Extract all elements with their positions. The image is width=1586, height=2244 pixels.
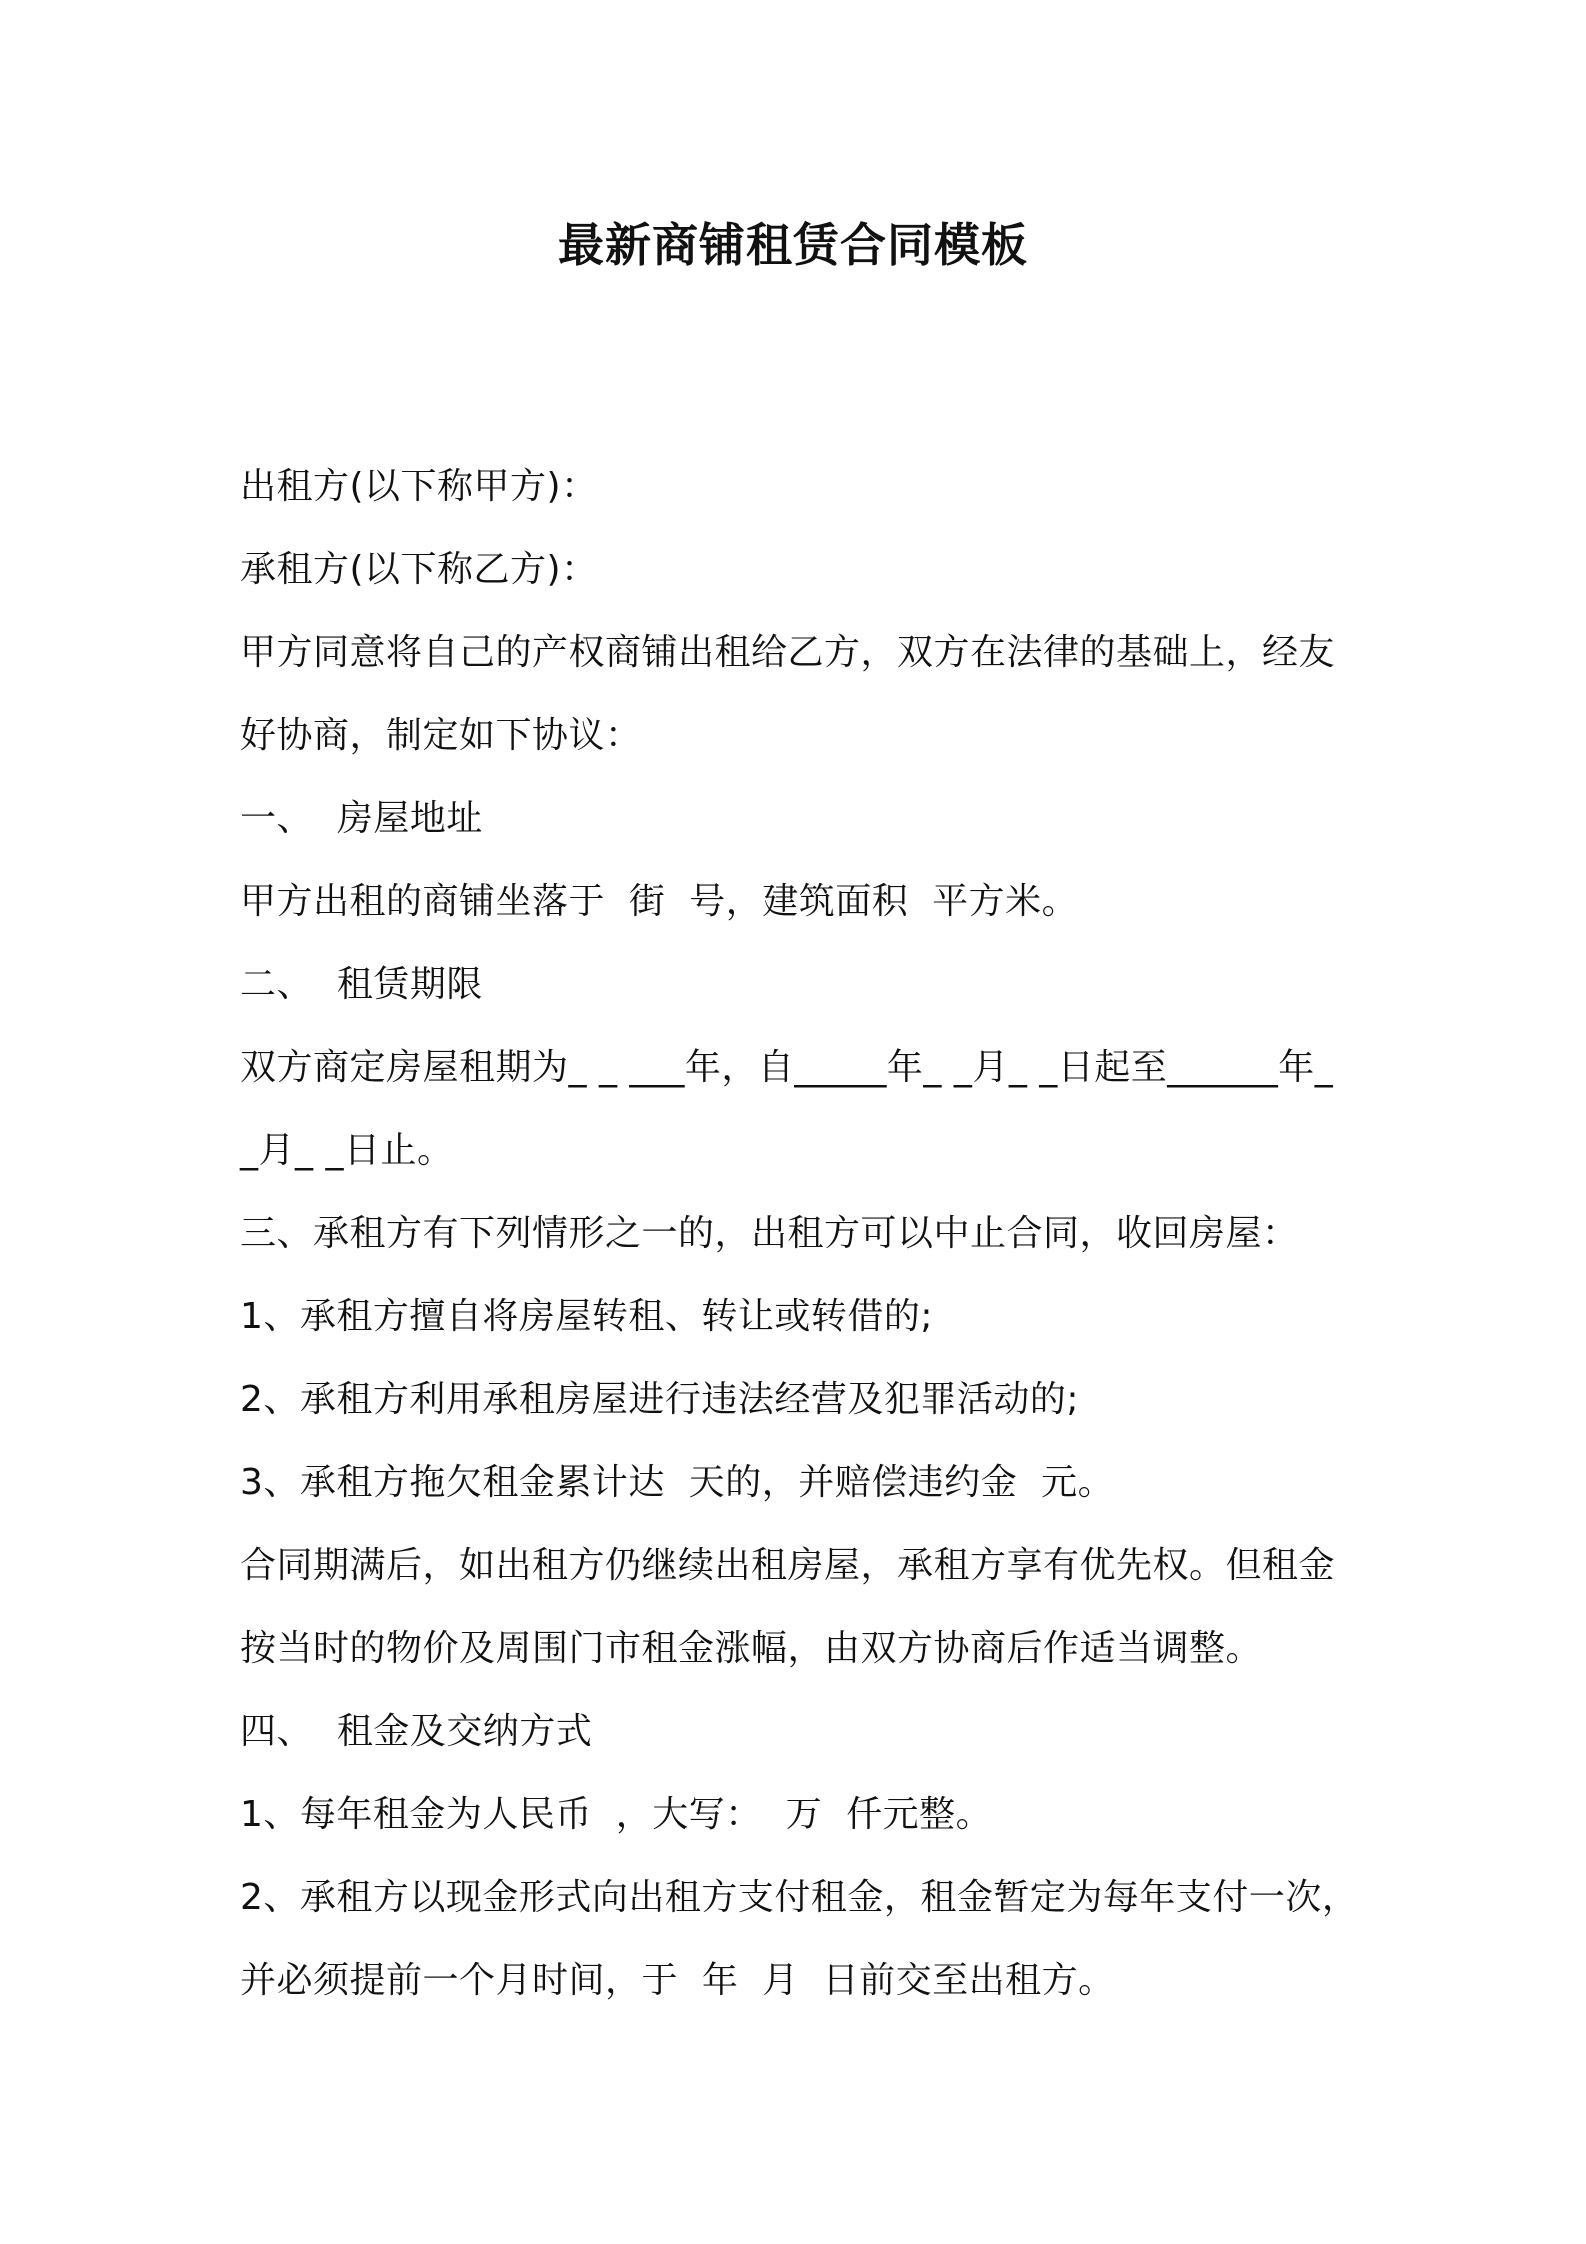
- intro-paragraph-line-2: 好协商，制定如下协议：: [240, 715, 642, 756]
- section-heading-address: 一、 房屋地址: [240, 798, 483, 839]
- term-paragraph-line-2: _月_ _日止。: [240, 1130, 454, 1171]
- party-b-line: 承租方(以下称乙方)：: [240, 549, 598, 590]
- address-paragraph: 甲方出租的商铺坐落于 街 号，建筑面积 平方米。: [240, 881, 1079, 922]
- termination-item-2: 2、承租方利用承租房屋进行违法经营及犯罪活动的;: [240, 1379, 1080, 1420]
- termination-item-1: 1、承租方擅自将房屋转租、转让或转借的;: [240, 1296, 934, 1337]
- rent-item-2-line-2: 并必须提前一个月时间，于 年 月 日前交至出租方。: [240, 1960, 1115, 2001]
- section-heading-rent: 四、 租金及交纳方式: [240, 1711, 593, 1752]
- rent-item-2-line-1: 2、承租方以现金形式向出租方支付租金，租金暂定为每年支付一次，: [240, 1877, 1359, 1918]
- document-title: 最新商铺租赁合同模板: [558, 218, 1028, 272]
- rent-item-1: 1、每年租金为人民币 ，大写： 万 仟元整。: [240, 1794, 993, 1835]
- section-heading-term: 二、 租赁期限: [240, 964, 483, 1005]
- termination-item-3: 3、承租方拖欠租金累计达 天的，并赔偿违约金 元。: [240, 1462, 1115, 1503]
- party-a-line: 出租方(以下称甲方)：: [240, 466, 598, 507]
- section-heading-termination: 三、承租方有下列情形之一的，出租方可以中止合同，收回房屋：: [240, 1213, 1299, 1254]
- term-paragraph-line-1: 双方商定房屋租期为_ _ ___年，自_____年_ _月_ _日起至______年_: [240, 1047, 1334, 1088]
- renewal-paragraph-line-2: 按当时的物价及周围门市租金涨幅，由双方协商后作适当调整。: [240, 1628, 1263, 1669]
- document-body: [240, 445, 1380, 2022]
- renewal-paragraph-line-1: 合同期满后，如出租方仍继续出租房屋，承租方享有优先权。但租金: [240, 1545, 1336, 1586]
- intro-paragraph-line-1: 甲方同意将自己的产权商铺出租给乙方，双方在法律的基础上，经友: [240, 632, 1336, 673]
